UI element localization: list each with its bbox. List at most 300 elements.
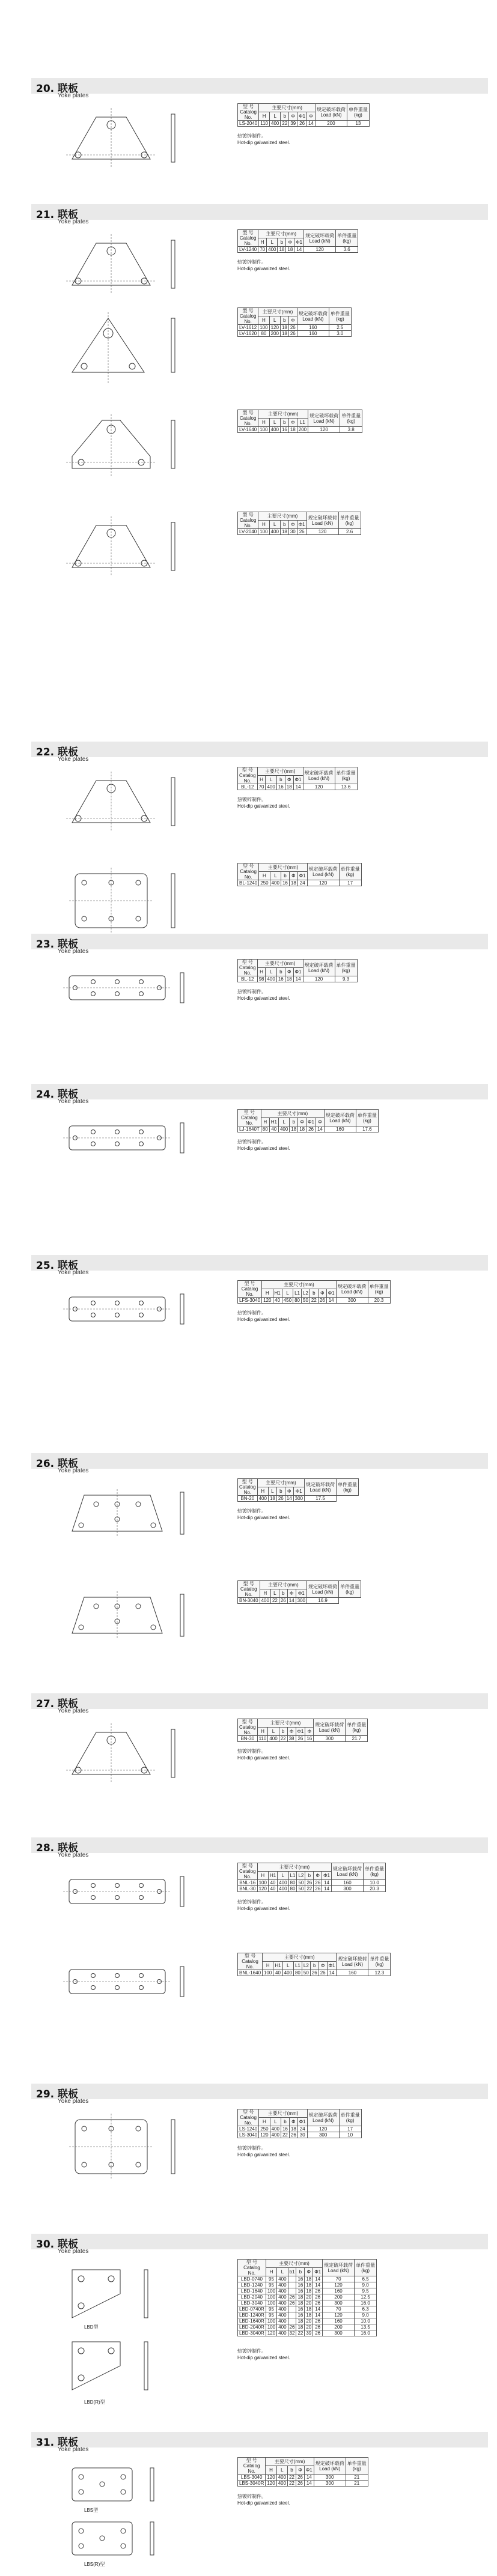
table-cell: 18	[286, 247, 294, 253]
table-cell: 26	[289, 2132, 297, 2138]
table-cell: 400	[268, 1736, 279, 1742]
header-catalog: 型 号 Catalog No.	[238, 410, 258, 427]
table-cell: 18	[289, 880, 297, 886]
header-dim: H	[257, 968, 266, 976]
table-cell: 22	[288, 2475, 296, 2481]
section-subtitle: Yoke plates	[58, 1852, 89, 1858]
table-cell: 26	[313, 2300, 323, 2306]
header-load: 规定破坏载荷 Load (kN)	[297, 308, 329, 325]
header-dim: b	[280, 419, 288, 427]
table-cell: 200	[297, 427, 308, 433]
table-cell: 9.3	[335, 976, 357, 982]
table-cell: 26	[306, 1126, 316, 1132]
table-cell: 120	[323, 2312, 355, 2318]
yoke-plate-drawing	[60, 1108, 198, 1186]
table-cell	[288, 2306, 296, 2312]
section-header-bar	[31, 204, 488, 220]
table-cell: 100	[266, 2318, 276, 2324]
table-cell: 100	[258, 325, 269, 331]
table-cell: 26	[288, 2300, 296, 2306]
table-cell: 120	[304, 247, 336, 253]
table-cell: 30	[297, 2132, 307, 2138]
section-header-bar	[31, 1453, 488, 1469]
header-load: 规定破坏载荷 Load (kN)	[315, 104, 347, 121]
table-cell: 300	[307, 2132, 339, 2138]
table-cell: 14	[322, 1886, 332, 1892]
table-cell: 80	[258, 331, 269, 337]
table-cell: BL-1240	[238, 880, 259, 886]
table-cell: 120	[269, 325, 280, 331]
table-cell: 400	[277, 2318, 288, 2324]
table-cell: 14	[304, 2481, 314, 2487]
table-cell: 80	[288, 1886, 297, 1892]
table-cell: 26	[288, 2324, 296, 2330]
table-cell: 22	[270, 1598, 279, 1604]
table-cell: 50	[302, 1970, 310, 1976]
section-title: 26. 联板	[36, 1458, 79, 1470]
header-dim: Φ1	[327, 1962, 337, 1970]
header-main-dimensions: 主要尺寸(mm)	[263, 1953, 337, 1962]
table-cell: 18	[285, 976, 293, 982]
header-catalog: 型 号 Catalog No.	[238, 767, 258, 784]
header-dim: Φ1	[296, 1728, 305, 1736]
table-cell: 14	[313, 2312, 323, 2318]
header-dim: H	[257, 776, 266, 784]
table-cell: 300	[293, 1496, 304, 1502]
table-cell: 400	[278, 1126, 289, 1132]
header-dim: Φ	[287, 1589, 296, 1598]
spec-table	[237, 959, 358, 982]
header-dim: b	[276, 1487, 285, 1496]
header-catalog: 型 号 Catalog No.	[238, 2458, 266, 2475]
header-dim: H1	[268, 1872, 277, 1880]
table-cell: 14	[293, 784, 303, 790]
header-dim: L	[267, 238, 278, 247]
header-dim: L	[277, 2268, 288, 2276]
header-dim: Φ1	[304, 2466, 314, 2475]
table-cell: 18	[278, 247, 286, 253]
table-cell: 20	[305, 2324, 313, 2330]
section-subtitle: Yoke plates	[58, 1708, 89, 1714]
header-dim: Φ1	[296, 1589, 306, 1598]
section-header-bar	[31, 78, 488, 94]
header-dim: Φ1	[293, 776, 303, 784]
table-cell: 18	[305, 2312, 313, 2318]
table-cell: 16	[276, 784, 285, 790]
header-dim: b	[281, 112, 289, 121]
table-cell: 50	[302, 1298, 310, 1304]
header-dim: Φ1	[293, 1487, 304, 1496]
header-weight: 单件重量 (kg)	[355, 2260, 377, 2276]
spec-table	[237, 2259, 377, 2336]
table-cell: 400	[277, 2330, 288, 2336]
galvanized-note: 热镀锌制件。 Hot-dip galvanized steel.	[237, 797, 290, 809]
table-cell: 400	[277, 2282, 288, 2288]
table-cell: 400	[270, 121, 281, 127]
table-row	[238, 976, 358, 982]
section-title: 22. 联板	[36, 746, 79, 758]
table-row	[238, 2306, 377, 2312]
table-cell: 18	[296, 2324, 305, 2330]
table-cell: 160	[337, 1970, 368, 1976]
header-dim: H	[258, 419, 269, 427]
header-catalog: 型 号 Catalog No.	[238, 1953, 263, 1970]
table-cell: 100	[258, 529, 269, 535]
table-cell: 24	[297, 880, 307, 886]
header-dim: L1	[297, 419, 308, 427]
table-cell: 300	[314, 2481, 346, 2487]
table-cell: 300	[323, 2300, 355, 2306]
section-title: 27. 联板	[36, 1698, 79, 1710]
table-cell: 95	[266, 2306, 276, 2312]
table-cell: 98	[257, 976, 266, 982]
table-cell: LBD-1640	[238, 2288, 266, 2294]
table-cell: 26	[319, 1970, 327, 1976]
header-main-dimensions: 主要尺寸(mm)	[257, 767, 303, 776]
table-cell: 18	[268, 1496, 276, 1502]
header-dim: L	[278, 1118, 289, 1126]
table-row	[238, 2312, 377, 2318]
table-cell	[288, 2288, 296, 2294]
table-cell: 14	[304, 2475, 314, 2481]
table-cell: 26	[297, 529, 306, 535]
table-row	[238, 2282, 377, 2288]
galvanized-note: 热镀锌制件。 Hot-dip galvanized steel.	[237, 1310, 290, 1322]
drawing-caption: LBD(R)型	[84, 2399, 105, 2405]
table-row	[238, 1970, 391, 1976]
header-dim: H	[258, 316, 269, 325]
table-cell: 10.0	[355, 2318, 377, 2324]
header-dim: L	[270, 2118, 281, 2126]
galvanized-note: 热镀锌制件。 Hot-dip galvanized steel.	[237, 2494, 290, 2506]
yoke-plate-drawing	[60, 510, 198, 588]
header-dim: b	[296, 2268, 305, 2276]
table-cell: 120	[307, 2126, 339, 2132]
spec-table	[237, 1478, 359, 1502]
header-dim: Φ	[285, 1487, 293, 1496]
table-cell: 26	[288, 331, 297, 337]
galvanized-note: 热镀锌制件。 Hot-dip galvanized steel.	[237, 1508, 290, 1520]
header-main-dimensions: 主要尺寸(mm)	[262, 1281, 336, 1289]
yoke-plate-drawing	[60, 2456, 198, 2576]
header-catalog: 型 号 Catalog No.	[238, 308, 258, 325]
table-cell: 16	[281, 2126, 289, 2132]
table-cell: 26	[310, 1970, 319, 1976]
header-dim: H1	[273, 1962, 282, 1970]
table-cell: BL-12	[238, 976, 258, 982]
table-cell: 160	[332, 1880, 364, 1886]
header-dim: b	[288, 2466, 296, 2475]
table-row	[238, 2288, 377, 2294]
table-cell: 160	[297, 331, 329, 337]
table-cell: 16.0	[355, 2330, 377, 2336]
table-cell: 400	[277, 2312, 288, 2318]
section-subtitle: Yoke plates	[58, 756, 89, 763]
header-dim: Φ1	[293, 968, 303, 976]
table-cell: 80	[288, 1880, 297, 1886]
table-cell: 18	[296, 2294, 305, 2300]
header-dim: b1	[288, 2268, 296, 2276]
table-cell: 400	[276, 2475, 287, 2481]
table-cell: LBD-2040	[238, 2294, 266, 2300]
table-cell: 9.0	[355, 2282, 377, 2288]
table-cell: 26	[288, 2294, 296, 2300]
table-cell: 26	[313, 2330, 323, 2336]
header-dim: b	[276, 968, 285, 976]
galvanized-note: 热镀锌制件。 Hot-dip galvanized steel.	[237, 1749, 290, 1761]
table-cell: 160	[323, 2288, 355, 2294]
table-cell: 14	[313, 2282, 323, 2288]
table-cell: 120	[303, 784, 335, 790]
header-main-dimensions: 主要尺寸(mm)	[257, 1863, 331, 1872]
header-load: 规定破坏载荷 Load (kN)	[306, 512, 338, 529]
header-dim: Φ	[288, 316, 297, 325]
section-header-bar	[31, 2432, 488, 2448]
header-dim: L2	[302, 1962, 310, 1970]
table-cell: 14	[294, 247, 304, 253]
galvanized-note: 热镀锌制件。 Hot-dip galvanized steel.	[237, 2145, 290, 2157]
spec-table	[237, 767, 358, 790]
section-title: 21. 联板	[36, 209, 79, 221]
table-cell: 20.3	[368, 1298, 390, 1304]
table-row	[238, 427, 362, 433]
table-cell: 120	[266, 2475, 276, 2481]
table-cell: 80	[261, 1126, 269, 1132]
yoke-plate-drawing	[60, 1579, 198, 1657]
table-row	[238, 2318, 377, 2324]
table-cell: 14	[322, 1880, 332, 1886]
table-cell: BN-30	[238, 1736, 258, 1742]
table-row	[238, 1598, 361, 1604]
header-dim: b	[290, 1118, 298, 1126]
table-cell: 160	[324, 1126, 356, 1132]
table-cell: 100	[266, 2294, 276, 2300]
table-cell: 26	[296, 2481, 304, 2487]
section-header-bar	[31, 934, 488, 949]
table-cell: 16	[280, 427, 288, 433]
table-cell: 9.0	[355, 2312, 377, 2318]
table-cell: 40	[268, 1880, 277, 1886]
header-dim: H	[266, 2466, 276, 2475]
table-cell: 14	[293, 976, 303, 982]
header-main-dimensions: 主要尺寸(mm)	[258, 230, 304, 238]
table-cell: 16	[276, 976, 285, 982]
table-cell: 40	[273, 1298, 282, 1304]
header-dim: Φ	[307, 112, 316, 121]
header-catalog: 型 号 Catalog No.	[238, 104, 259, 121]
section-title: 28. 联板	[36, 1842, 79, 1854]
table-cell: LV-1612	[238, 325, 258, 331]
table-cell: 22	[281, 121, 289, 127]
spec-table	[237, 307, 352, 337]
yoke-plate-drawing	[60, 1279, 198, 1357]
table-cell: 400	[269, 529, 280, 535]
header-dim: Φ	[289, 112, 297, 121]
table-cell: LBD-0740R	[238, 2306, 266, 2312]
table-cell: 95	[266, 2282, 276, 2288]
table-cell: 20	[305, 2294, 313, 2300]
header-weight: 单件重量 (kg)	[335, 767, 357, 784]
table-cell: 21	[346, 2475, 368, 2481]
table-cell	[288, 2318, 296, 2324]
header-dim: b	[281, 2118, 289, 2126]
header-dim: Φ1	[294, 238, 304, 247]
table-cell: 26	[276, 1496, 285, 1502]
table-cell: 26	[313, 2294, 323, 2300]
table-cell: 18	[288, 427, 297, 433]
table-cell: 400	[282, 1970, 293, 1976]
header-dim: H	[263, 1962, 273, 1970]
section-subtitle: Yoke plates	[58, 948, 89, 955]
table-cell: 21.7	[346, 1736, 368, 1742]
yoke-plate-drawing	[60, 228, 198, 306]
header-main-dimensions: 主要尺寸(mm)	[261, 1110, 324, 1118]
table-row	[238, 880, 362, 886]
header-load: 规定破坏载荷 Load (kN)	[307, 863, 339, 880]
table-cell: 21	[346, 2481, 368, 2487]
table-cell	[288, 2276, 296, 2282]
table-row	[238, 1298, 391, 1304]
header-weight: 单件重量 (kg)	[346, 1719, 368, 1736]
yoke-plate-drawing	[60, 1717, 198, 1795]
table-cell: 400	[277, 2276, 288, 2282]
table-row	[238, 1880, 386, 1886]
table-cell: 17	[339, 880, 361, 886]
table-cell: 300	[314, 1736, 346, 1742]
header-weight: 单件重量 (kg)	[368, 1953, 391, 1970]
table-cell: 14	[313, 2276, 323, 2282]
table-row	[238, 2126, 362, 2132]
section-header-bar	[31, 1255, 488, 1271]
section-subtitle: Yoke plates	[58, 2248, 89, 2255]
table-cell: 110	[259, 121, 270, 127]
yoke-plate-drawing	[60, 1477, 198, 1555]
table-cell: 400	[270, 2132, 281, 2138]
header-dim: L	[278, 1872, 288, 1880]
table-cell: 10.0	[364, 1880, 386, 1886]
table-cell	[288, 2312, 296, 2318]
header-dim: Φ	[296, 2466, 304, 2475]
table-cell: 13.5	[355, 2324, 377, 2330]
table-cell: 12.3	[368, 1970, 391, 1976]
header-dim: Φ	[314, 1872, 322, 1880]
table-cell: LBD-3040R	[238, 2330, 266, 2336]
spec-table	[237, 103, 370, 127]
header-weight: 单件重量 (kg)	[368, 1281, 390, 1298]
table-cell: 110	[257, 1736, 268, 1742]
yoke-plate-drawing	[60, 2108, 198, 2186]
spec-table	[237, 1109, 379, 1132]
table-cell: 300	[336, 1298, 368, 1304]
section-title: 20. 联板	[36, 83, 79, 95]
section-subtitle: Yoke plates	[58, 1269, 89, 1276]
table-cell: BNL-30	[238, 1886, 258, 1892]
table-cell: 100	[266, 2300, 276, 2306]
table-cell: 100	[266, 2324, 276, 2330]
table-cell: LV-1640	[238, 427, 258, 433]
table-cell: 100	[266, 2288, 276, 2294]
table-cell: 17	[339, 2126, 361, 2132]
header-dim: H	[257, 1487, 268, 1496]
table-cell: 16.9	[307, 1598, 339, 1604]
header-dim: L	[276, 2466, 287, 2475]
header-dim: L1	[293, 1962, 302, 1970]
table-cell: 14	[285, 1496, 293, 1502]
table-cell: 70	[258, 247, 267, 253]
header-dim: Φ1	[297, 112, 307, 121]
table-cell: 14	[327, 1970, 337, 1976]
table-row	[238, 331, 352, 337]
header-catalog: 型 号 Catalog No.	[238, 2260, 266, 2276]
table-cell: 80	[293, 1298, 302, 1304]
section-header-bar	[31, 1693, 488, 1709]
table-cell: 18	[289, 2126, 297, 2132]
table-row	[238, 1126, 379, 1132]
table-cell: LBS-3040R	[238, 2481, 266, 2487]
header-dim: Φ1	[297, 872, 307, 880]
section-title: 25. 联板	[36, 1260, 79, 1272]
table-cell: 400	[270, 2126, 281, 2132]
table-cell: 400	[260, 1598, 270, 1604]
table-cell: LBD-0740	[238, 2276, 266, 2282]
header-dim: L	[270, 1589, 279, 1598]
table-cell: 18	[305, 2288, 313, 2294]
drawing-caption: LBS(R)型	[84, 2562, 105, 2567]
table-cell: 14	[307, 121, 316, 127]
table-cell: 20	[305, 2300, 313, 2306]
header-main-dimensions: 主要尺寸(mm)	[257, 960, 303, 968]
table-cell: LBD-1640R	[238, 2318, 266, 2324]
table-cell: 26	[313, 2324, 323, 2330]
table-cell: BN-20	[238, 1496, 258, 1502]
table-cell: 70	[257, 784, 266, 790]
table-cell: 26	[305, 1880, 314, 1886]
table-cell: 16	[296, 2306, 305, 2312]
table-cell: 30	[288, 529, 297, 535]
yoke-plate-drawing	[60, 1861, 198, 1940]
header-load: 规定破坏载荷 Load (kN)	[305, 1479, 337, 1496]
header-load: 规定破坏载荷 Load (kN)	[303, 960, 335, 976]
table-cell	[288, 2282, 296, 2288]
header-dim: Φ	[319, 1962, 327, 1970]
table-row	[238, 121, 370, 127]
drawing-caption: LBD型	[84, 2324, 99, 2330]
header-main-dimensions: 主要尺寸(mm)	[259, 104, 316, 112]
yoke-plate-drawing	[60, 102, 198, 180]
table-cell: LBS-3040	[238, 2475, 266, 2481]
yoke-plate-drawing	[60, 862, 198, 940]
header-dim: b	[281, 872, 289, 880]
table-cell: 300	[296, 1598, 306, 1604]
section-subtitle: Yoke plates	[58, 1468, 89, 1474]
table-cell: 22	[305, 1886, 314, 1892]
table-row	[238, 2294, 377, 2300]
header-weight: 单件重量 (kg)	[329, 308, 351, 325]
section-title: 23. 联板	[36, 939, 79, 951]
header-weight: 单件重量 (kg)	[347, 104, 369, 121]
table-row	[238, 2300, 377, 2306]
table-cell: 120	[308, 427, 340, 433]
table-cell: 100	[258, 427, 269, 433]
table-cell: 160	[323, 2318, 355, 2324]
header-dim: Φ1	[306, 1118, 316, 1126]
header-dim: L1	[293, 1289, 302, 1298]
table-cell: 2.6	[338, 529, 361, 535]
table-cell: 10	[339, 2132, 361, 2138]
table-cell: 160	[297, 325, 329, 331]
table-cell: 16	[296, 2288, 305, 2294]
header-weight: 单件重量 (kg)	[339, 2109, 361, 2126]
